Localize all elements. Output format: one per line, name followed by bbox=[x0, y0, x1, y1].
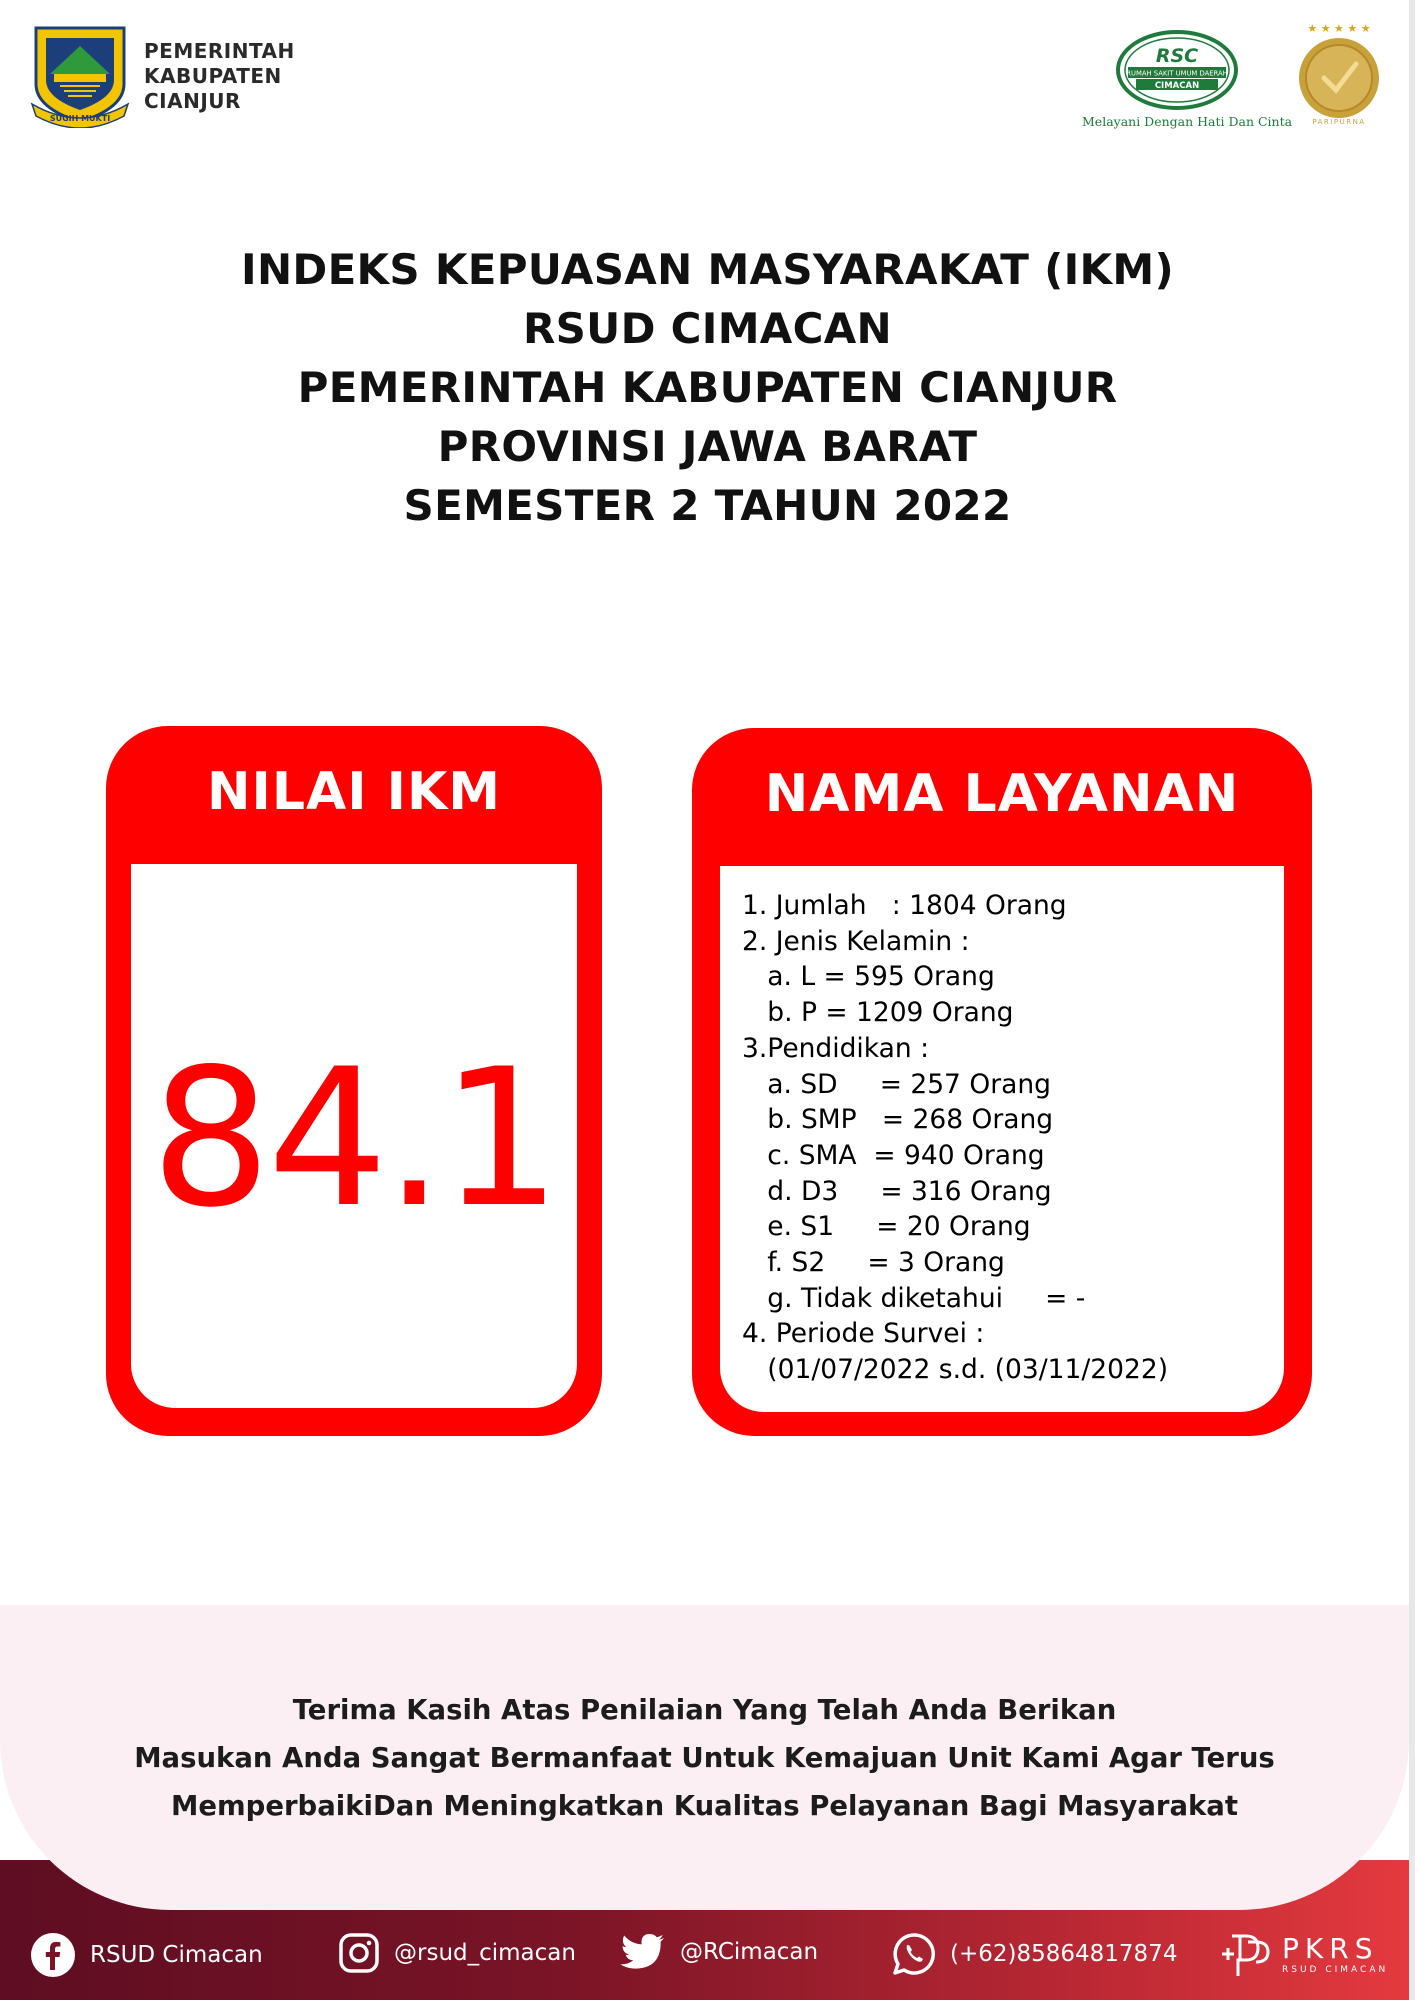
paripurna-accreditation-badge-icon bbox=[1294, 20, 1384, 128]
list-item: (01/07/2022 s.d. (03/11/2022) bbox=[742, 1354, 1169, 1386]
badge-label: PARIPURNA bbox=[1312, 118, 1366, 126]
cianjur-emblem-icon bbox=[30, 24, 130, 128]
list-item: a. SD = 257 Orang bbox=[742, 1068, 1051, 1100]
rsc-abbr: RSC bbox=[1155, 45, 1199, 67]
rsc-line1: RUMAH SAKIT UMUM DAERAH bbox=[1126, 69, 1228, 78]
facebook-link[interactable] bbox=[30, 1932, 263, 1978]
instagram-handle: @rsud_cimacan bbox=[394, 1940, 576, 1966]
title-line: PROVINSI JAWA BARAT bbox=[437, 422, 978, 471]
pkrs-title: PKRS bbox=[1282, 1932, 1379, 1965]
list-item: b. SMP = 268 Orang bbox=[742, 1104, 1054, 1136]
government-name-line: CIANJUR bbox=[144, 88, 241, 113]
title-line: RSUD CIMACAN bbox=[522, 304, 892, 353]
service-details-list bbox=[742, 888, 1272, 1388]
pkrs-subtitle: RSUD CIMACAN bbox=[1282, 1965, 1389, 1975]
footer-message-line: Terima Kasih Atas Penilaian Yang Telah Anda Berikan bbox=[292, 1694, 1117, 1726]
ikm-card-heading: NILAI IKM bbox=[206, 762, 502, 822]
svg-text:★ ★ ★ ★ ★: ★ ★ ★ ★ ★ bbox=[1307, 22, 1371, 35]
service-info-card bbox=[692, 728, 1312, 1436]
instagram-icon bbox=[338, 1932, 380, 1974]
service-card-body bbox=[720, 866, 1284, 1412]
twitter-handle: @RCimacan bbox=[680, 1939, 819, 1965]
twitter-icon bbox=[620, 1932, 666, 1972]
facebook-icon bbox=[30, 1932, 76, 1978]
ikm-score-card bbox=[106, 726, 602, 1436]
list-item: f. S2 = 3 Orang bbox=[742, 1247, 1005, 1279]
list-item: e. S1 = 20 Orang bbox=[742, 1211, 1031, 1243]
list-item: 3.Pendidikan : bbox=[742, 1032, 930, 1064]
footer-message-line: MemperbaikiDan Meningkatkan Kualitas Pelayanan Bagi Masyarakat bbox=[170, 1790, 1239, 1822]
rsc-logo-block bbox=[1082, 28, 1293, 129]
pkrs-logo-icon bbox=[1218, 1930, 1274, 1980]
social-links bbox=[0, 1932, 1409, 1982]
pkrs-logo bbox=[1218, 1930, 1388, 1980]
list-item: g. Tidak diketahui = - bbox=[742, 1282, 1086, 1314]
emblem-motto: SUGIH MUKTI bbox=[49, 114, 111, 123]
list-item: 1. Jumlah : 1804 Orang bbox=[742, 890, 1067, 921]
footer-message-line: Masukan Anda Sangat Bermanfaat Untuk Kemajuan Unit Kami Agar Terus bbox=[134, 1742, 1275, 1774]
ikm-card-body bbox=[131, 864, 577, 1408]
list-item: b. P = 1209 Orang bbox=[742, 997, 1014, 1029]
whatsapp-link[interactable] bbox=[892, 1932, 1177, 1976]
rsc-tagline: Melayani Dengan Hati Dan Cinta bbox=[1082, 114, 1293, 129]
title-line: INDEKS KEPUASAN MASYARAKAT (IKM) bbox=[241, 245, 1174, 294]
title-line: SEMESTER 2 TAHUN 2022 bbox=[403, 481, 1012, 530]
government-logo-block bbox=[30, 24, 295, 128]
list-item: 4. Periode Survei : bbox=[742, 1318, 985, 1350]
list-item: d. D3 = 316 Orang bbox=[742, 1175, 1052, 1207]
footer-message bbox=[0, 1686, 1409, 1830]
government-name-line: PEMERINTAH bbox=[144, 38, 295, 63]
list-item: c. SMA = 940 Orang bbox=[742, 1139, 1045, 1171]
facebook-handle: RSUD Cimacan bbox=[90, 1942, 263, 1968]
title-line: PEMERINTAH KABUPATEN CIANJUR bbox=[297, 363, 1118, 412]
ikm-score-value: 84.1 bbox=[150, 1028, 558, 1249]
government-name bbox=[144, 39, 295, 114]
list-item: a. L = 595 Orang bbox=[742, 961, 995, 993]
government-name-line: KABUPATEN bbox=[144, 63, 282, 88]
twitter-link[interactable] bbox=[620, 1932, 818, 1972]
rsc-line2: CIMACAN bbox=[1154, 81, 1200, 91]
page-title bbox=[0, 240, 1415, 535]
whatsapp-icon bbox=[892, 1932, 936, 1976]
instagram-link[interactable] bbox=[338, 1932, 576, 1974]
pkrs-text bbox=[1282, 1932, 1389, 1975]
whatsapp-number: (+62)85864817874 bbox=[950, 1941, 1178, 1967]
service-card-heading: NAMA LAYANAN bbox=[764, 764, 1240, 824]
rsc-hospital-logo-icon bbox=[1114, 28, 1240, 112]
list-item: 2. Jenis Kelamin : bbox=[742, 925, 970, 957]
